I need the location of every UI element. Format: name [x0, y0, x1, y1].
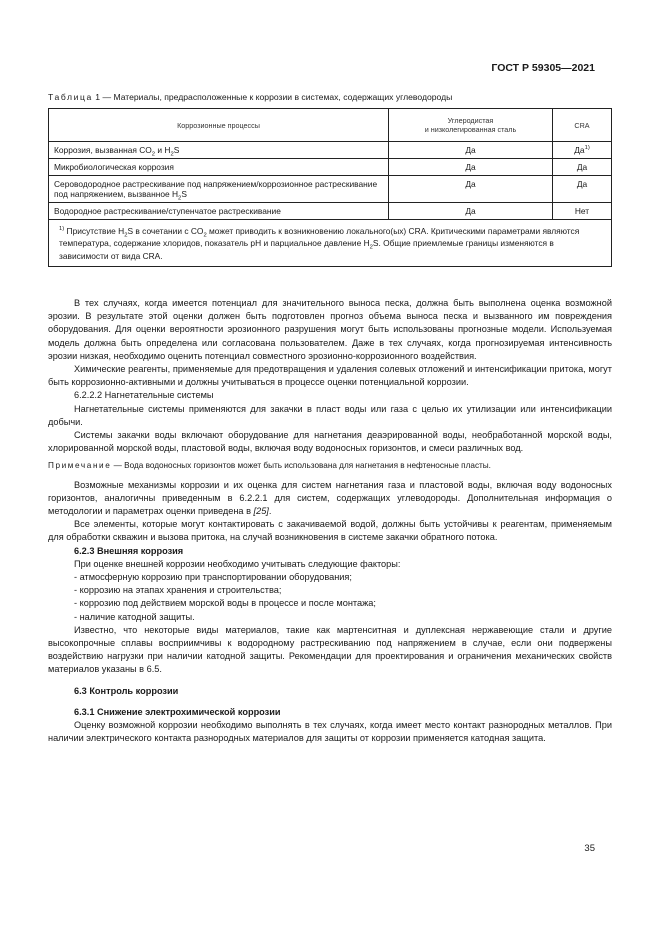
steel-cell: Да — [389, 176, 553, 203]
table-footnote — [49, 220, 612, 267]
subscript: 2 — [203, 232, 207, 239]
process-cell: Микробиологическая коррозия — [49, 159, 389, 176]
reference-link: [25] — [253, 506, 269, 517]
text: Да — [574, 145, 585, 155]
col-header-carbon-steel — [389, 109, 553, 142]
table-footnote-row — [49, 220, 612, 267]
document-code: ГОСТ Р 59305—2021 — [491, 62, 595, 74]
footnote-mark: 1) — [59, 226, 65, 233]
paragraph-hydrogen-cracking: Известно, что некоторые виды материалов, такие как мартенситная и дуплексная нержавеющие стали и другие высокопрочные сплавы восприимчивы к водородному растрескиванию под напряжением в случае, если они подвержены воздействию нагрузки при наличии катодной защиты. Рекомендации для проектирования и ограничения механических свойств материалов указаны в 6.5. — [48, 624, 612, 675]
list-item: - коррозию под действием морской воды в процессе и после монтажа; — [74, 598, 376, 609]
body-text — [48, 297, 612, 746]
table-caption — [48, 92, 452, 102]
process-cell — [49, 142, 389, 159]
heading-6-2-3: 6.2.3 Внешняя коррозия — [74, 545, 184, 556]
table-header-row — [49, 109, 612, 142]
steel-cell: Да — [389, 142, 553, 159]
subscript: 2 — [124, 232, 128, 239]
list-item: - наличие катодной защиты. — [74, 611, 195, 622]
note-label: Примечание — [48, 461, 112, 471]
text: S — [181, 189, 187, 199]
paragraph-galvanic: Оценку возможной коррозии необходимо выполнять в тех случаях, когда имеет место контакт разнородных металлов. При наличии электрического контакта разнородных материалов для защиты от коррозии применяется катодная защита. — [48, 720, 612, 744]
table-caption-text: 1 — Материалы, предрасположенные к коррозии в системах, содержащих углеводороды — [92, 92, 453, 102]
footnote-mark: 1) — [584, 145, 590, 152]
table-caption-label: Таблица — [48, 92, 93, 102]
subscript: 2 — [178, 195, 182, 202]
paragraph-reagents: Все элементы, которые могут контактировать с закачиваемой водой, должны быть устойчивы к реагентам, применяемым для обработки скважин и вызова притока, на случай возникновения в системе закачки обратного потока. — [48, 519, 612, 543]
note — [48, 459, 612, 472]
subscript: 2 — [170, 151, 174, 158]
paragraph-erosion: В тех случаях, когда имеется потенциал для значительного выноса песка, должна быть выполнена оценка возможной эрозии. В результате этой оценки должен быть подготовлен прогноз объема выноса песка и вызванного им повреждения оборудования. Для оценки вероятности эрозионного разрушения могут быть использованы прогнозные модели. Используемая модель должна быть определена или согласована пользователем. Даже в тех случаях, когда прогнозируемая интенсивность эрозии низкая, необходимо оценить потенциал совместного эрозионно-коррозионного воздействия. — [48, 298, 612, 361]
text: Сероводородное растрескивание под напряжением/коррозионное растрескивание под напряжением, вызванное H — [54, 179, 378, 199]
heading-6-3: 6.3 Контроль коррозии — [74, 685, 179, 696]
paragraph-water-injection: Системы закачки воды включают оборудование для нагнетания деаэрированной воды, необработанной морской воды, хлорированной морской воды, пластовой воды, включая воду водоносных горизонтов, и смеси различных вод. — [48, 430, 612, 454]
text: . — [268, 506, 272, 517]
cra-cell: Нет — [553, 203, 612, 220]
subscript: 2 — [151, 151, 156, 158]
materials-table — [48, 108, 612, 267]
paragraph-injection-systems: Нагнетательные системы применяются для закачки в пласт воды или газа с целью их утилизации или интенсификации добычи. — [48, 403, 612, 427]
text: Возможные механизмы коррозии и их оценка для систем нагнетания газа и пластовой воды, включая воду водоносных горизонтов, аналогичны приведенным в 6.2.2.1 для систем, содержащих углеводороды. Дополнительная информация о методологии и параметрах оценки приведена в — [48, 479, 612, 517]
col-header-carbon-steel-line1: Углеродистая — [447, 116, 494, 125]
process-cell — [49, 176, 389, 203]
table-row — [49, 176, 612, 203]
steel-cell: Да — [389, 203, 553, 220]
steel-cell: Да — [389, 159, 553, 176]
note-text: — Вода водоносных горизонтов может быть использована для нагнетания в нефтеносные пласты. — [111, 461, 491, 471]
cra-cell — [553, 142, 612, 159]
table-row — [49, 203, 612, 220]
text: S. Общие приемлемые границы изменяются в зависимости от вида CRA. — [59, 238, 554, 261]
list-item: - атмосферную коррозию при транспортировании оборудования; — [74, 572, 352, 583]
text: S — [173, 145, 180, 155]
text: S в сочетании с CO — [127, 226, 204, 236]
text: Присутствие H — [64, 226, 125, 236]
cra-cell: Да — [553, 159, 612, 176]
paragraph-external-factors: При оценке внешней коррозии необходимо учитывать следующие факторы: — [74, 558, 401, 569]
subscript: 2 — [369, 245, 373, 252]
table-row — [49, 142, 612, 159]
process-cell: Водородное растрескивание/ступенчатое растрескивание — [49, 203, 389, 220]
paragraph-mechanisms — [48, 479, 612, 519]
col-header-cra: CRA — [553, 109, 612, 142]
text: может приводить к возникновению локального(ых) CRA. Критическими параметрами являются температура, содержание хлоридов, показатель pH и парциальное давление H — [59, 226, 580, 249]
paragraph-chemicals: Химические реагенты, применяемые для предотвращения и удаления солевых отложений и интенсификации притока, могут быть коррозионно-активными и должны учитываться в процессе оценки потенциальной коррозии. — [48, 364, 612, 388]
heading-6-3-1: 6.3.1 Снижение электрохимической коррозии — [74, 706, 281, 717]
page-number: 35 — [584, 843, 595, 854]
table-row — [49, 159, 612, 176]
heading-6-2-2-2: 6.2.2.2 Нагнетательные системы — [74, 390, 214, 401]
text: Коррозия, вызванная CO — [54, 145, 152, 155]
text: и H — [155, 145, 171, 155]
col-header-processes: Коррозионные процессы — [49, 109, 389, 142]
list-item: - коррозию на этапах хранения и строительства; — [74, 585, 282, 596]
cra-cell: Да — [553, 176, 612, 203]
col-header-carbon-steel-line2: и низколегированная сталь — [424, 125, 517, 134]
